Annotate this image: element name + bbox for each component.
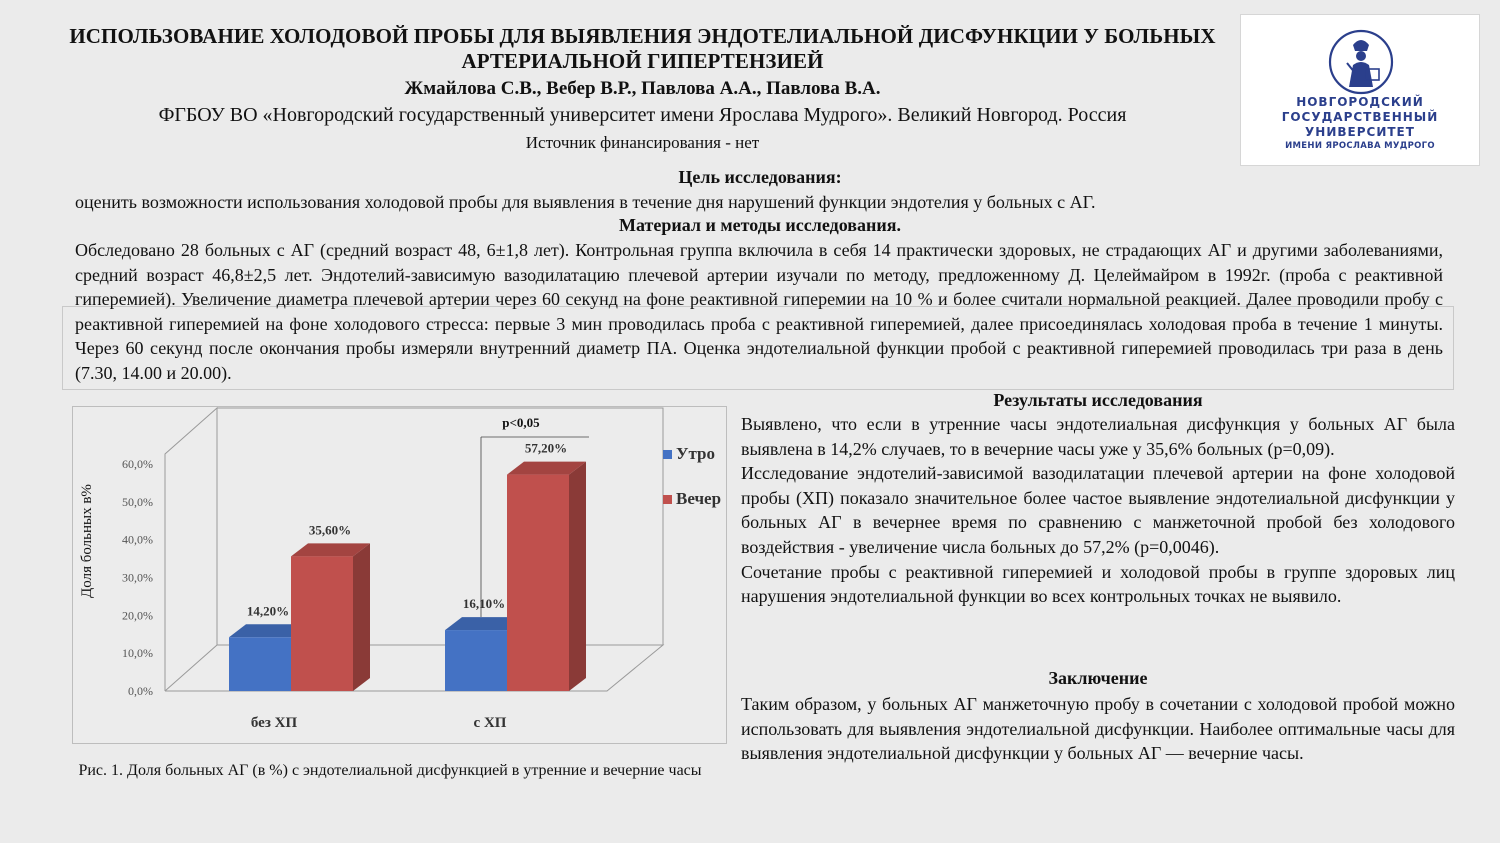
bar-side <box>569 462 586 691</box>
y-axis-label: Доля больных в% <box>79 484 95 598</box>
funding-note: Источник финансирования - нет <box>525 133 760 152</box>
chart-side-wall <box>165 408 217 691</box>
legend-swatch <box>663 495 672 504</box>
y-tick-label: 10,0% <box>122 646 153 661</box>
x-tick-label: без ХП <box>250 715 298 731</box>
x-tick-label: с ХП <box>473 715 507 731</box>
conclusion-text: Таким образом, у больных АГ манжеточную пробу в сочетании с холодовой пробой можно использовать для выявления эндотелиальной дисфункции. Наиболее оптимальные часы для выявления эндотелиальной дисфункции у больных АГ — вечерние часы. <box>741 694 1455 764</box>
y-tick-label: 60,0% <box>122 457 153 471</box>
legend-swatch <box>663 450 672 459</box>
legend-label: Утро <box>676 444 715 463</box>
aim-heading: Цель исследования: <box>678 167 842 187</box>
bar <box>507 475 569 691</box>
aim-text: оценить возможности использования холодовой пробы для выявления в течение дня нарушений функции эндотелия у больных с АГ. <box>75 192 1096 212</box>
data-label: 57,20% <box>524 440 568 456</box>
authors: Жмайлова С.В., Вебер В.Р., Павлова А.А., Павлова В.А. <box>404 78 881 99</box>
p-value-annotation: p<0,05 <box>502 415 540 430</box>
logo-line-4: ИМЕНИ ЯРОСЛАВА МУДРОГО <box>1285 141 1435 151</box>
organization: ФГБОУ ВО «Новгородский государственный университет имени Ярослава Мудрого». Великий Новгород. Россия <box>158 104 1127 126</box>
results-paragraph-2: Исследование эндотелий-зависимой вазодилатации плечевой артерии на фоне холодовой пробы (ХП) показало значительное более частое выявление эндотелиальной дисфункции у больных АГ в вечернее время по сравнению с манжеточной пробой без холодового воздействия - увеличение числа больных до 57,2% (p=0,0046). <box>741 463 1455 557</box>
y-tick-label: 50,0% <box>122 494 153 509</box>
bar <box>229 637 291 691</box>
logo-line-1: НОВГОРОДСКИЙ <box>1296 95 1424 109</box>
bar <box>445 630 507 691</box>
bar-side <box>353 543 370 691</box>
chart-frame <box>72 406 727 744</box>
results-heading: Результаты исследования <box>993 390 1203 410</box>
logo-line-3: УНИВЕРСИТЕТ <box>1305 125 1415 139</box>
results-text <box>741 412 1455 609</box>
poster-title: ИСПОЛЬЗОВАНИЕ ХОЛОДОВОЙ ПРОБЫ ДЛЯ ВЫЯВЛЕНИЯ ЭНДОТЕЛИАЛЬНОЙ ДИСФУНКЦИИ У БОЛЬНЫХ АРТЕРИАЛЬНОЙ ГИПЕРТЕНЗИЕЙ <box>69 24 1216 73</box>
methods-text: Обследовано 28 больных с АГ (средний возраст 48, 6±1,8 лет). Контрольная группа включила в себя 14 практически здоровых, не страдающих АГ и другими заболеваниями, средний возраст 46,8±2,5 лет. Эндотелий-зависимую вазодилатацию плечевой артерии изучали по методу, предложенному Д. Целеймайром в 1992г. (проба с реактивной гиперемией). Увеличение диаметра плечевой артерии через 60 секунд на фоне реактивной гиперемии на 10 % и более считали нормальной реакцией. Далее проводили пробу с реактивной гиперемией на фоне холодового стресса: первые 3 мин проводилась проба с реактивной гиперемией, далее присоединялась холодовая проба в течение 1 минуты. Через 60 секунд после окончания пробы измеряли внутренний диаметр ПА. Оценка эндотелиальной функции пробой с реактивной гиперемией проводилась три раза в день (7.30, 14.00 и 20.00). <box>75 240 1443 383</box>
data-label: 35,60% <box>308 522 352 538</box>
bar <box>291 556 353 691</box>
conclusion-heading: Заключение <box>1048 668 1148 688</box>
bar-chart <box>73 407 726 743</box>
y-tick-label: 40,0% <box>122 532 153 547</box>
figure-caption: Рис. 1. Доля больных АГ (в %) с эндотелиальной дисфункцией в утренние и вечерние часы <box>78 762 702 779</box>
methods-heading: Материал и методы исследования. <box>619 215 901 235</box>
results-paragraph-1: Выявлено, что если в утренние часы эндотелиальная дисфункция у больных АГ была выявлена в 14,2% случаев, то в вечерние часы уже у 35,6% больных (p=0,09). <box>741 414 1455 459</box>
results-paragraph-3: Сочетание пробы с реактивной гиперемией и холодовой пробы в группе здоровых лиц нарушения эндотелиальной функции во всех контрольных точках не выявило. <box>741 561 1455 607</box>
y-tick-label: 20,0% <box>122 608 153 623</box>
data-label: 16,10% <box>462 596 506 612</box>
logo-line-2: ГОСУДАРСТВЕННЫЙ <box>1281 110 1439 124</box>
university-logo <box>1240 14 1480 166</box>
y-tick-label: 0,0% <box>128 684 153 698</box>
data-label: 14,20% <box>246 603 290 619</box>
legend-label: Вечер <box>676 489 722 508</box>
y-tick-label: 30,0% <box>122 570 153 585</box>
